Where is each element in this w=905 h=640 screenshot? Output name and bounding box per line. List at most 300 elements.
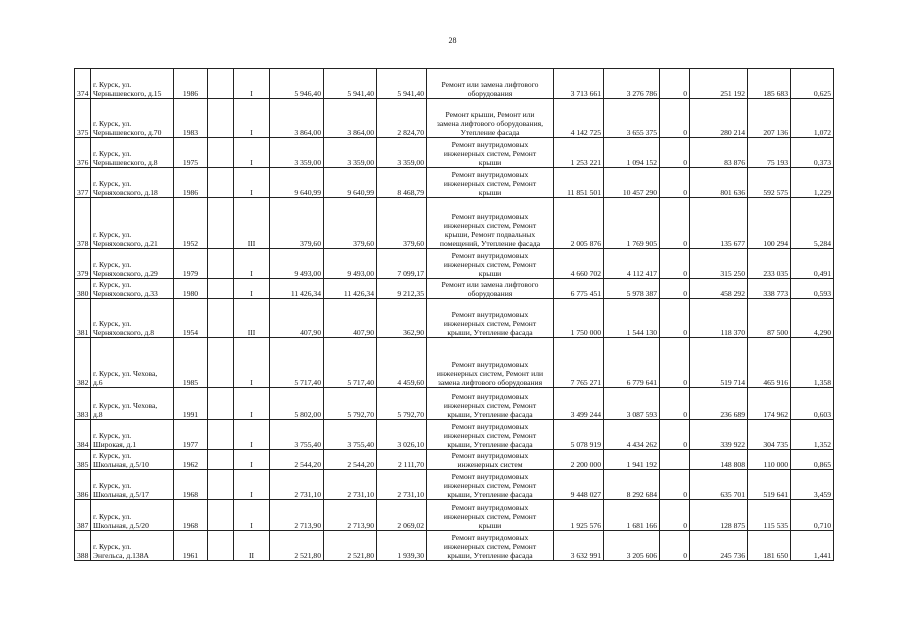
address-line: г. Курск, ул. xyxy=(93,179,132,188)
repair-work-line: инженерных систем, Ремонт xyxy=(443,401,537,410)
area-2: 2 713,90 xyxy=(324,500,377,531)
owners-cost: 592 575 xyxy=(748,168,791,198)
total-area: 2 713,90 xyxy=(270,500,324,531)
empty-cell xyxy=(208,138,234,168)
budget-cost: 0 xyxy=(660,420,690,450)
repair-work-line: крыши xyxy=(478,269,502,278)
address-cell xyxy=(91,99,174,138)
local-budget-cost: 83 876 xyxy=(690,138,748,168)
empty-cell xyxy=(208,279,234,299)
address-line: Широкая, д.1 xyxy=(93,440,137,449)
address-line: Чернышевского, д.15 xyxy=(93,89,162,98)
repair-work-line: инженерных систем, Ремонт xyxy=(443,149,537,158)
total-cost: 2 200 000 xyxy=(554,450,604,470)
empty-cell xyxy=(208,450,234,470)
address-cell xyxy=(91,198,174,249)
building-category: I xyxy=(234,388,270,420)
address-line: Черняховского, д.29 xyxy=(93,269,158,278)
area-2: 3 359,00 xyxy=(324,138,377,168)
empty-cell xyxy=(208,531,234,561)
construction-year: 1979 xyxy=(174,249,208,279)
construction-year: 1991 xyxy=(174,388,208,420)
repair-work-line: замена лифтового оборудования, xyxy=(436,119,544,128)
repair-work-cell xyxy=(427,500,554,531)
area-2: 3 864,00 xyxy=(324,99,377,138)
construction-year: 1985 xyxy=(174,338,208,388)
row-number: 377 xyxy=(75,168,91,198)
row-number: 386 xyxy=(75,470,91,500)
empty-cell xyxy=(208,99,234,138)
local-budget-cost: 339 922 xyxy=(690,420,748,450)
construction-year: 1980 xyxy=(174,279,208,299)
repair-work-line: инженерных систем, Ремонт xyxy=(443,260,537,269)
repair-work-cell xyxy=(427,388,554,420)
repair-work-line: Ремонт внутридомовых xyxy=(451,251,529,260)
owners-cost: 465 916 xyxy=(748,338,791,388)
budget-cost: 0 xyxy=(660,500,690,531)
area-2: 5 792,70 xyxy=(324,388,377,420)
total-area: 379,60 xyxy=(270,198,324,249)
area-2: 9 640,99 xyxy=(324,168,377,198)
area-2: 5 941,40 xyxy=(324,69,377,99)
building-category: I xyxy=(234,279,270,299)
address-line: г. Курск, ул. xyxy=(93,230,132,239)
empty-cell xyxy=(208,470,234,500)
address-line: г. Курск, ул. xyxy=(93,542,132,551)
empty-cell xyxy=(208,249,234,279)
construction-year: 1983 xyxy=(174,99,208,138)
table-row xyxy=(75,450,834,470)
repair-work-line: инженерных систем, Ремонт xyxy=(443,319,537,328)
address-line: Черняховского, д.33 xyxy=(93,289,158,298)
living-area: 1 939,30 xyxy=(377,531,427,561)
row-number: 382 xyxy=(75,338,91,388)
repair-work-line: крыши xyxy=(478,188,502,197)
budget-cost: 0 xyxy=(660,69,690,99)
budget-cost: 0 xyxy=(660,168,690,198)
page-number: 28 xyxy=(448,36,457,45)
unit-cost: 0,865 xyxy=(791,450,834,470)
address-line: г. Курск, ул. xyxy=(93,319,132,328)
repair-work-line: крыши xyxy=(478,158,502,167)
construction-year: 1986 xyxy=(174,69,208,99)
table-row xyxy=(75,338,834,388)
living-area: 7 099,17 xyxy=(377,249,427,279)
empty-cell xyxy=(208,388,234,420)
construction-year: 1962 xyxy=(174,450,208,470)
total-area: 3 864,00 xyxy=(270,99,324,138)
address-cell xyxy=(91,168,174,198)
budget-cost: 0 xyxy=(660,279,690,299)
building-category: I xyxy=(234,99,270,138)
fund-cost: 5 978 387 xyxy=(604,279,660,299)
local-budget-cost: 236 689 xyxy=(690,388,748,420)
local-budget-cost: 251 192 xyxy=(690,69,748,99)
unit-cost: 1,072 xyxy=(791,99,834,138)
building-category: I xyxy=(234,138,270,168)
empty-cell xyxy=(208,198,234,249)
area-2: 5 717,40 xyxy=(324,338,377,388)
repair-work-cell xyxy=(427,531,554,561)
unit-cost: 0,373 xyxy=(791,138,834,168)
empty-cell xyxy=(208,168,234,198)
empty-cell xyxy=(208,500,234,531)
repair-work-line: Ремонт внутридомовых xyxy=(451,170,529,179)
repair-work-cell xyxy=(427,470,554,500)
repair-work-line: крыши, Утепление фасада xyxy=(447,328,533,337)
table-row xyxy=(75,388,834,420)
owners-cost: 304 735 xyxy=(748,420,791,450)
table-body xyxy=(75,69,834,561)
row-number: 378 xyxy=(75,198,91,249)
table-row xyxy=(75,198,834,249)
repair-work-line: Утепление фасада xyxy=(460,128,520,137)
total-cost: 4 142 725 xyxy=(554,99,604,138)
fund-cost: 8 292 684 xyxy=(604,470,660,500)
unit-cost: 3,459 xyxy=(791,470,834,500)
table-row xyxy=(75,531,834,561)
address-line: г. Курск, ул. xyxy=(93,481,132,490)
living-area: 9 212,35 xyxy=(377,279,427,299)
building-category: I xyxy=(234,69,270,99)
total-cost: 1 750 000 xyxy=(554,299,604,338)
local-budget-cost: 128 875 xyxy=(690,500,748,531)
fund-cost: 10 457 290 xyxy=(604,168,660,198)
building-category: II xyxy=(234,531,270,561)
address-line: Черняховского, д.8 xyxy=(93,328,155,337)
living-area: 2 111,70 xyxy=(377,450,427,470)
repair-work-line: оборудования xyxy=(467,89,513,98)
budget-cost: 0 xyxy=(660,99,690,138)
building-category: I xyxy=(234,450,270,470)
building-category: I xyxy=(234,249,270,279)
fund-cost: 3 205 606 xyxy=(604,531,660,561)
address-cell xyxy=(91,299,174,338)
local-budget-cost: 519 714 xyxy=(690,338,748,388)
budget-cost: 0 xyxy=(660,470,690,500)
total-area: 5 717,40 xyxy=(270,338,324,388)
local-budget-cost: 801 636 xyxy=(690,168,748,198)
repair-work-line: Ремонт крыши, Ремонт или xyxy=(445,110,535,119)
address-line: г. Курск, ул. xyxy=(93,512,132,521)
living-area: 2 069,02 xyxy=(377,500,427,531)
table-row xyxy=(75,279,834,299)
repair-work-line: Ремонт или замена лифтового xyxy=(441,280,539,289)
living-area: 8 468,79 xyxy=(377,168,427,198)
row-number: 380 xyxy=(75,279,91,299)
total-area: 2 521,80 xyxy=(270,531,324,561)
unit-cost: 0,625 xyxy=(791,69,834,99)
address-line: г. Курск, ул. xyxy=(93,451,132,460)
repair-work-cell xyxy=(427,69,554,99)
fund-cost: 1 681 166 xyxy=(604,500,660,531)
area-2: 11 426,34 xyxy=(324,279,377,299)
unit-cost: 0,593 xyxy=(791,279,834,299)
total-area: 11 426,34 xyxy=(270,279,324,299)
address-line: г. Курск, ул. xyxy=(93,280,132,289)
owners-cost: 110 000 xyxy=(748,450,791,470)
building-category: I xyxy=(234,470,270,500)
unit-cost: 0,491 xyxy=(791,249,834,279)
living-area: 2 824,70 xyxy=(377,99,427,138)
total-area: 2 544,20 xyxy=(270,450,324,470)
address-line: Чернышевского, д.70 xyxy=(93,128,162,137)
budget-cost: 0 xyxy=(660,249,690,279)
construction-year: 1975 xyxy=(174,138,208,168)
area-2: 3 755,40 xyxy=(324,420,377,450)
building-category: III xyxy=(234,299,270,338)
unit-cost: 5,284 xyxy=(791,198,834,249)
repair-work-line: крыши, Утепление фасада xyxy=(447,440,533,449)
address-cell xyxy=(91,531,174,561)
address-line: Черняховского, д.18 xyxy=(93,188,158,197)
repair-work-cell xyxy=(427,450,554,470)
empty-cell xyxy=(208,338,234,388)
table-row xyxy=(75,249,834,279)
area-2: 9 493,00 xyxy=(324,249,377,279)
building-category: I xyxy=(234,168,270,198)
local-budget-cost: 135 677 xyxy=(690,198,748,249)
repair-work-cell xyxy=(427,198,554,249)
empty-cell xyxy=(208,69,234,99)
living-area: 5 792,70 xyxy=(377,388,427,420)
repair-work-line: Ремонт внутридомовых xyxy=(451,451,529,460)
repair-work-cell xyxy=(427,99,554,138)
table-row xyxy=(75,500,834,531)
fund-cost: 1 769 905 xyxy=(604,198,660,249)
repair-work-line: замена лифтового оборудования xyxy=(437,378,543,387)
table-row xyxy=(75,299,834,338)
total-area: 9 640,99 xyxy=(270,168,324,198)
area-2: 379,60 xyxy=(324,198,377,249)
table-row xyxy=(75,69,834,99)
row-number: 384 xyxy=(75,420,91,450)
total-cost: 2 005 876 xyxy=(554,198,604,249)
local-budget-cost: 148 808 xyxy=(690,450,748,470)
unit-cost: 0,603 xyxy=(791,388,834,420)
budget-cost: 0 xyxy=(660,338,690,388)
repair-work-line: Ремонт внутридомовых xyxy=(451,140,529,149)
total-cost: 3 499 244 xyxy=(554,388,604,420)
address-cell xyxy=(91,69,174,99)
repair-work-line: Ремонт внутридомовых xyxy=(451,472,529,481)
address-cell xyxy=(91,249,174,279)
repair-work-cell xyxy=(427,338,554,388)
owners-cost: 207 136 xyxy=(748,99,791,138)
repair-work-line: Ремонт внутридомовых xyxy=(451,360,529,369)
owners-cost: 87 500 xyxy=(748,299,791,338)
row-number: 381 xyxy=(75,299,91,338)
table-row xyxy=(75,138,834,168)
repair-work-line: инженерных систем, Ремонт xyxy=(443,179,537,188)
owners-cost: 174 962 xyxy=(748,388,791,420)
address-cell xyxy=(91,338,174,388)
total-area: 5 946,40 xyxy=(270,69,324,99)
budget-cost xyxy=(660,450,690,470)
owners-cost: 115 535 xyxy=(748,500,791,531)
construction-year: 1961 xyxy=(174,531,208,561)
repair-work-line: инженерных систем, Ремонт xyxy=(443,542,537,551)
living-area: 4 459,60 xyxy=(377,338,427,388)
address-line: Чернышевского, д.8 xyxy=(93,158,158,167)
address-line: Школьная, д.5/20 xyxy=(93,521,149,530)
housing-repair-table xyxy=(74,68,834,561)
owners-cost: 100 294 xyxy=(748,198,791,249)
repair-work-line: Ремонт внутридомовых xyxy=(451,212,529,221)
area-2: 2 731,10 xyxy=(324,470,377,500)
repair-work-line: Ремонт внутридомовых xyxy=(451,310,529,319)
construction-year: 1954 xyxy=(174,299,208,338)
fund-cost: 4 112 417 xyxy=(604,249,660,279)
total-area: 3 359,00 xyxy=(270,138,324,168)
row-number: 385 xyxy=(75,450,91,470)
repair-work-cell xyxy=(427,249,554,279)
address-line: г. Курск, ул. Чехова, xyxy=(93,401,158,410)
address-cell xyxy=(91,138,174,168)
table-row xyxy=(75,168,834,198)
building-category: III xyxy=(234,198,270,249)
repair-work-line: крыши, Утепление фасада xyxy=(447,490,533,499)
owners-cost: 519 641 xyxy=(748,470,791,500)
address-cell xyxy=(91,388,174,420)
address-line: д.6 xyxy=(93,378,103,387)
total-cost: 7 765 271 xyxy=(554,338,604,388)
total-cost: 3 632 991 xyxy=(554,531,604,561)
total-area: 9 493,00 xyxy=(270,249,324,279)
address-cell xyxy=(91,420,174,450)
address-line: г. Курск, ул. xyxy=(93,260,132,269)
repair-work-line: крыши, Утепление фасада xyxy=(447,410,533,419)
total-cost: 3 713 661 xyxy=(554,69,604,99)
repair-work-line: оборудования xyxy=(467,289,513,298)
repair-work-line: инженерных систем, Ремонт или xyxy=(436,369,544,378)
repair-work-line: крыши, Утепление фасада xyxy=(447,551,533,560)
total-cost: 11 851 501 xyxy=(554,168,604,198)
total-area: 5 802,00 xyxy=(270,388,324,420)
owners-cost: 75 193 xyxy=(748,138,791,168)
total-cost: 6 775 451 xyxy=(554,279,604,299)
row-number: 376 xyxy=(75,138,91,168)
address-cell xyxy=(91,279,174,299)
total-cost: 9 448 027 xyxy=(554,470,604,500)
address-cell xyxy=(91,450,174,470)
address-line: г. Курск, ул. xyxy=(93,431,132,440)
local-budget-cost: 458 292 xyxy=(690,279,748,299)
fund-cost: 3 276 786 xyxy=(604,69,660,99)
living-area: 2 731,10 xyxy=(377,470,427,500)
repair-work-cell xyxy=(427,279,554,299)
unit-cost: 1,358 xyxy=(791,338,834,388)
address-line: Школьная, д.5/17 xyxy=(93,490,149,499)
repair-work-line: инженерных систем xyxy=(457,460,523,469)
owners-cost: 233 035 xyxy=(748,249,791,279)
fund-cost: 1 941 192 xyxy=(604,450,660,470)
unit-cost: 0,710 xyxy=(791,500,834,531)
repair-work-line: помещений, Утепление фасада xyxy=(439,239,541,248)
repair-work-line: инженерных систем, Ремонт xyxy=(443,512,537,521)
owners-cost: 338 773 xyxy=(748,279,791,299)
budget-cost: 0 xyxy=(660,198,690,249)
row-number: 379 xyxy=(75,249,91,279)
address-cell xyxy=(91,500,174,531)
address-line: Энгельса, д.138А xyxy=(93,551,149,560)
fund-cost: 1 094 152 xyxy=(604,138,660,168)
area-2: 407,90 xyxy=(324,299,377,338)
living-area: 3 026,10 xyxy=(377,420,427,450)
address-line: г. Курск, ул. xyxy=(93,80,132,89)
fund-cost: 3 655 375 xyxy=(604,99,660,138)
building-category: I xyxy=(234,338,270,388)
repair-work-line: Ремонт внутридомовых xyxy=(451,392,529,401)
empty-cell xyxy=(208,299,234,338)
building-category: I xyxy=(234,420,270,450)
address-line: г. Курск, ул. xyxy=(93,119,132,128)
local-budget-cost: 245 736 xyxy=(690,531,748,561)
area-2: 2 544,20 xyxy=(324,450,377,470)
repair-work-line: Ремонт или замена лифтового xyxy=(441,80,539,89)
repair-work-line: Ремонт внутридомовых xyxy=(451,422,529,431)
total-cost: 5 078 919 xyxy=(554,420,604,450)
repair-work-line: инженерных систем, Ремонт xyxy=(443,481,537,490)
address-line: г. Курск, ул. Чехова, xyxy=(93,369,158,378)
repair-work-cell xyxy=(427,168,554,198)
local-budget-cost: 280 214 xyxy=(690,99,748,138)
total-area: 2 731,10 xyxy=(270,470,324,500)
address-line: Черняховского, д.21 xyxy=(93,239,158,248)
budget-cost: 0 xyxy=(660,138,690,168)
row-number: 374 xyxy=(75,69,91,99)
total-cost: 1 253 221 xyxy=(554,138,604,168)
fund-cost: 3 087 593 xyxy=(604,388,660,420)
address-cell xyxy=(91,470,174,500)
unit-cost: 4,290 xyxy=(791,299,834,338)
unit-cost: 1,229 xyxy=(791,168,834,198)
owners-cost: 185 683 xyxy=(748,69,791,99)
table-row xyxy=(75,99,834,138)
fund-cost: 4 434 262 xyxy=(604,420,660,450)
repair-work-line: Ремонт внутридомовых xyxy=(451,503,529,512)
living-area: 3 359,00 xyxy=(377,138,427,168)
local-budget-cost: 315 250 xyxy=(690,249,748,279)
total-area: 407,90 xyxy=(270,299,324,338)
area-2: 2 521,80 xyxy=(324,531,377,561)
table-row xyxy=(75,470,834,500)
budget-cost: 0 xyxy=(660,299,690,338)
local-budget-cost: 635 701 xyxy=(690,470,748,500)
fund-cost: 6 779 641 xyxy=(604,338,660,388)
repair-work-line: крыши, Ремонт подвальных xyxy=(444,230,536,239)
row-number: 383 xyxy=(75,388,91,420)
unit-cost: 1,352 xyxy=(791,420,834,450)
repair-work-line: инженерных систем, Ремонт xyxy=(443,431,537,440)
address-line: Школьная, д.5/10 xyxy=(93,460,149,469)
repair-work-line: инженерных систем, Ремонт xyxy=(443,221,537,230)
address-line: г. Курск, ул. xyxy=(93,149,132,158)
repair-work-line: крыши xyxy=(478,521,502,530)
table-row xyxy=(75,420,834,450)
construction-year: 1977 xyxy=(174,420,208,450)
address-line: д.8 xyxy=(93,410,103,419)
local-budget-cost: 118 370 xyxy=(690,299,748,338)
building-category: I xyxy=(234,500,270,531)
construction-year: 1986 xyxy=(174,168,208,198)
total-cost: 1 925 576 xyxy=(554,500,604,531)
repair-work-cell xyxy=(427,420,554,450)
fund-cost: 1 544 130 xyxy=(604,299,660,338)
living-area: 362,90 xyxy=(377,299,427,338)
row-number: 375 xyxy=(75,99,91,138)
construction-year: 1968 xyxy=(174,470,208,500)
